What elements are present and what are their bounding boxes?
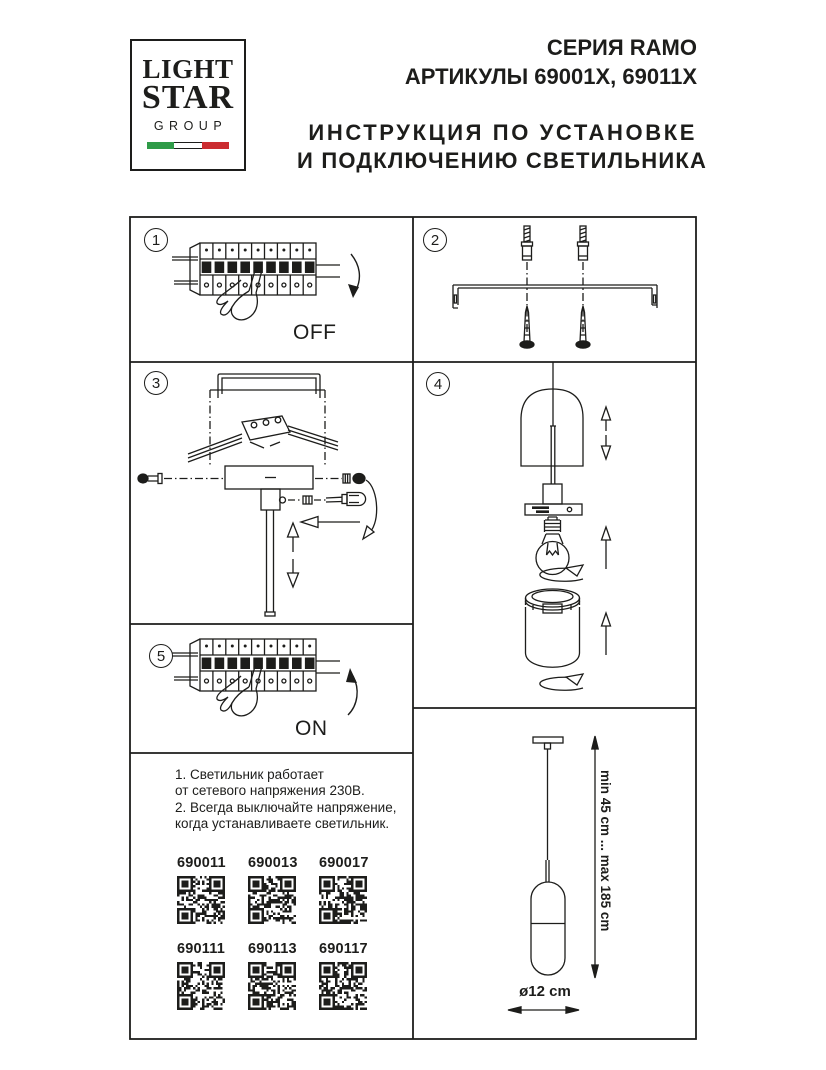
cable-lock-icon	[261, 489, 286, 510]
mounting-plate-icon	[525, 504, 582, 515]
qr-code	[177, 876, 225, 924]
step2-badge: 2	[423, 228, 447, 252]
article-cell	[248, 941, 296, 1010]
article-cell	[177, 941, 225, 1010]
suspension-rod-icon	[265, 510, 275, 616]
diameter-dimension-label: ø12 cm	[519, 983, 571, 1000]
canopy-icon	[225, 466, 313, 489]
on-label: ON	[295, 717, 328, 740]
down-arrow-icon	[348, 254, 359, 298]
article-number: 690111	[177, 941, 225, 957]
instruction-title-line2: И ПОДКЛЮЧЕНИЮ СВЕТИЛЬНИКА	[297, 148, 708, 173]
logo-word-star: STAR	[141, 79, 235, 116]
grub-screw-icon	[303, 496, 312, 504]
glass-cylinder-shade-icon	[526, 589, 580, 667]
article-number: 690017	[319, 855, 369, 871]
wall-anchor-icon	[522, 226, 533, 260]
suspension-rod	[546, 860, 549, 882]
step2-anchors-diagram	[413, 217, 697, 362]
logo-word-light: LIGHT	[142, 54, 234, 84]
rotation-arrow-icon	[540, 674, 583, 690]
center-axis-line	[527, 262, 583, 333]
diameter-dimension-arrow	[508, 1007, 579, 1013]
step1-breaker-off-diagram	[130, 217, 413, 362]
step4-badge: 4	[426, 372, 450, 396]
article-number: 690011	[177, 855, 226, 871]
note-line: 2. Всегда выключайте напряжение,	[175, 799, 397, 815]
note-line: от сетевого напряжения 230В.	[175, 783, 365, 799]
qr-code	[248, 962, 296, 1010]
instruction-title-line1: ИНСТРУКЦИЯ ПО УСТАНОВКЕ	[308, 120, 697, 145]
articles-title: АРТИКУЛЫ 69001X, 69011X	[404, 64, 697, 89]
screwdriver-icon	[326, 493, 366, 506]
article-number: 690113	[248, 941, 297, 957]
article-qr-grid	[177, 855, 367, 1010]
capsule-shade-icon	[531, 882, 565, 975]
wall-anchor-icon	[578, 226, 589, 260]
up-arrow-icon	[346, 668, 357, 715]
ceiling-plate-icon	[533, 737, 563, 749]
qr-code	[319, 962, 367, 1010]
step3-canopy-wiring-diagram	[130, 362, 413, 624]
article-cell	[248, 855, 296, 924]
qr-code	[319, 876, 367, 924]
series-title: СЕРИЯ RAMO	[546, 35, 697, 60]
note-line: когда устанавливаете светильник.	[175, 816, 390, 832]
side-screw-icon	[343, 474, 365, 484]
article-number: 690117	[319, 941, 368, 957]
up-arrow-icon	[602, 527, 611, 569]
article-cell	[319, 941, 367, 1010]
article-number: 690013	[248, 855, 298, 871]
step5-breaker-on-diagram	[130, 624, 413, 753]
side-screw-icon	[138, 474, 162, 484]
height-dimension-label: min 45 cm ... max 185 cm	[598, 770, 613, 932]
up-down-arrow-icon	[602, 407, 611, 459]
left-arrow-icon	[301, 517, 360, 528]
alignment-axis-line	[210, 390, 325, 466]
up-arrow-icon	[602, 613, 611, 655]
safety-notes	[175, 767, 415, 833]
suspension-rod	[550, 426, 556, 484]
step1-badge: 1	[144, 228, 168, 252]
ceiling-bracket-icon	[218, 374, 320, 398]
step5-badge: 5	[149, 644, 173, 668]
mounting-bracket-icon	[453, 285, 657, 308]
qr-code	[248, 876, 296, 924]
circuit-breaker-drawing	[172, 243, 340, 320]
rotation-arrow-icon	[363, 480, 377, 539]
dome-shade-icon	[521, 389, 583, 466]
socket-housing-icon	[543, 484, 562, 504]
off-label: OFF	[293, 321, 337, 344]
step3-badge: 3	[144, 371, 168, 395]
up-down-arrow-icon	[288, 523, 299, 587]
qr-code	[177, 962, 225, 1010]
step4-lamp-assembly-diagram	[413, 362, 697, 708]
note-line: 1. Светильник работает	[175, 767, 324, 782]
light-bulb-icon	[536, 517, 569, 575]
logo-word-group: GROUP	[153, 119, 228, 133]
article-cell	[319, 855, 367, 924]
article-cell	[177, 855, 225, 924]
